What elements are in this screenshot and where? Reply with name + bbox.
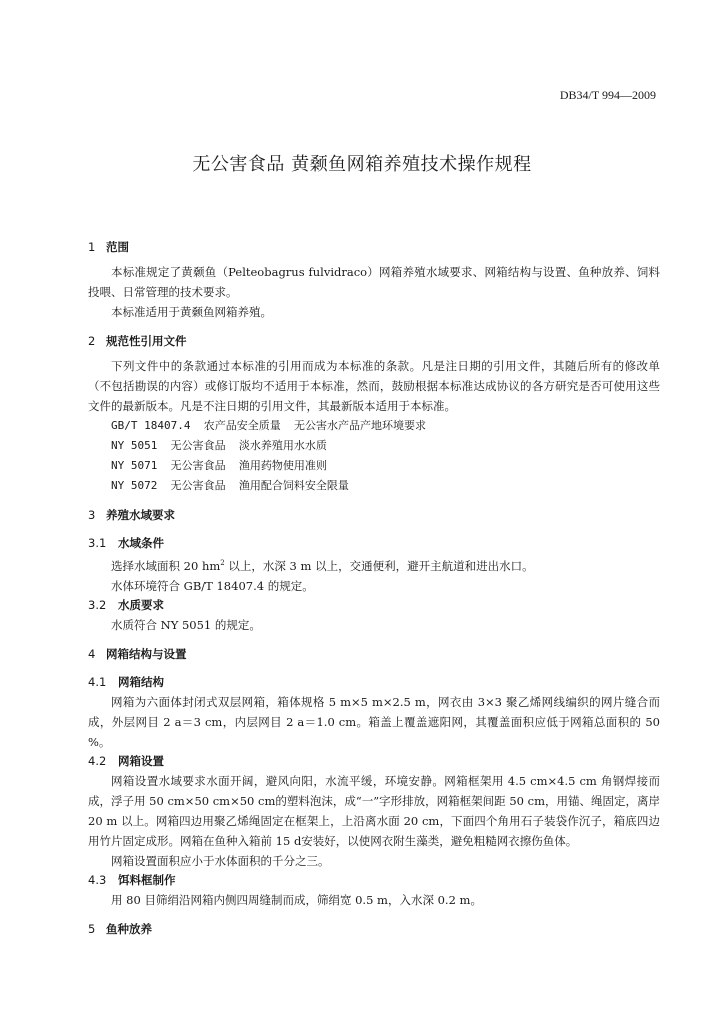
paragraph: 水体环境符合 GB/T 18407.4 的规定。 (111, 578, 314, 593)
subsection-heading-4-3 (88, 871, 660, 890)
subsection-title: 饵料框制作 (118, 872, 176, 887)
section-heading-3 (88, 504, 660, 526)
paragraph: 本标准适用于黄颡鱼网箱养殖。 (111, 305, 272, 319)
document-title: 无公害食品 黄颡鱼网箱养殖技术操作规程 (192, 154, 532, 175)
paragraph: 水质符合 NY 5051 的规定。 (111, 617, 261, 632)
paragraph: 本标准规定了黄颡鱼（Pelteobagrus fulvidraco）网箱养殖水域要求、网箱结构与设置、鱼种放养、饲料投喂、日常管理的技术要求。 (88, 265, 660, 299)
subsection-number: 4.1 (88, 674, 107, 689)
section-heading-4 (88, 643, 660, 665)
subsection-number: 3.1 (88, 536, 107, 550)
subsection-number: 3.2 (88, 597, 107, 612)
paragraph: 网箱为六面体封闭式双层网箱，箱体规格 5 m×5 m×2.5 m，网衣由 3×3 聚乙烯网线编织的网片缝合而成，外层网目 2 a＝3 cm，内层网目 2 a＝1.0 cm。箱盖上覆盖遮阳网，其覆盖面积应低于网箱总面积的 50 %。 (88, 694, 660, 749)
section-title: 范围 (106, 240, 129, 254)
section-heading-1 (88, 236, 660, 258)
reference-item: NY 5072 无公害食品 渔用配合饲料安全限量 (111, 479, 349, 492)
subsection-number: 4.2 (88, 753, 107, 768)
section-heading-5 (88, 918, 660, 940)
document-body (88, 236, 660, 940)
paragraph: 网箱设置水域要求水面开阔，避风向阳，水流平缓，环境安静。网箱框架用 4.5 cm×4.5 cm 角钢焊接而成，浮子用 50 cm×50 cm×50 cm的塑料泡沫，成“一”字形排放，网箱框架间距 50 cm，用锚、绳固定，离岸 20 m 以上。网箱四边用聚乙烯绳固定在框架上，上沿离水面 20 cm，下面四个角用石子装袋作沉子，箱底四边用竹片固定成形。网箱在鱼种入箱前 15 d安装好，以使网衣附生藻类，避免粗糙网衣擦伤鱼体。 (88, 773, 660, 848)
subsection-title: 水域条件 (118, 536, 164, 550)
section-title: 鱼种放养 (106, 921, 152, 936)
paragraph: 网箱设置面积应小于水体面积的千分之三。 (111, 853, 330, 868)
reference-item: GB/T 18407.4 农产品安全质量 无公害水产品产地环境要求 (111, 419, 426, 432)
subsection-title: 网箱结构 (118, 674, 164, 689)
section-number: 1 (88, 240, 96, 254)
section-heading-2 (88, 330, 660, 352)
paragraph: 选择水域面积 20 $hm^2$ 以上，水深 3 m 以上，交通便利，避开主航道和进出水口。 (111, 558, 534, 573)
section-title: 网箱结构与设置 (106, 646, 187, 661)
section-number: 4 (88, 646, 96, 661)
reference-item: NY 5071 无公害食品 渔用药物使用准则 (111, 459, 327, 472)
section-title: 养殖水域要求 (106, 508, 175, 522)
subsection-heading-4-1 (88, 673, 660, 692)
paragraph: 下列文件中的条款通过本标准的引用而成为本标准的条款。凡是注日期的引用文件，其随后所有的修改单（不包括勘误的内容）或修订版均不适用于本标准，然而，鼓励根据本标准达成协议的各方研究是否可使用这些文件的最新版本。凡是不注日期的引用文件，其最新版本适用于本标准。 (88, 359, 660, 413)
section-number: 3 (88, 508, 96, 522)
subsection-heading-3-2 (88, 596, 660, 615)
section-number: 5 (88, 921, 96, 936)
subsection-number: 4.3 (88, 872, 107, 887)
subsection-heading-3-1 (88, 534, 660, 553)
section-number: 2 (88, 334, 96, 348)
standard-code: DB34/T 994—2009 (559, 88, 656, 102)
subsection-title: 水质要求 (118, 597, 164, 612)
paragraph: 用 80 目筛绢沿网箱内侧四周缝制而成，筛绢宽 0.5 m，入水深 0.2 m。 (111, 892, 482, 907)
subsection-title: 网箱设置 (118, 753, 164, 768)
section-title: 规范性引用文件 (106, 334, 187, 348)
subsection-heading-4-2 (88, 752, 660, 771)
reference-item: NY 5051 无公害食品 淡水养殖用水水质 (111, 439, 327, 452)
